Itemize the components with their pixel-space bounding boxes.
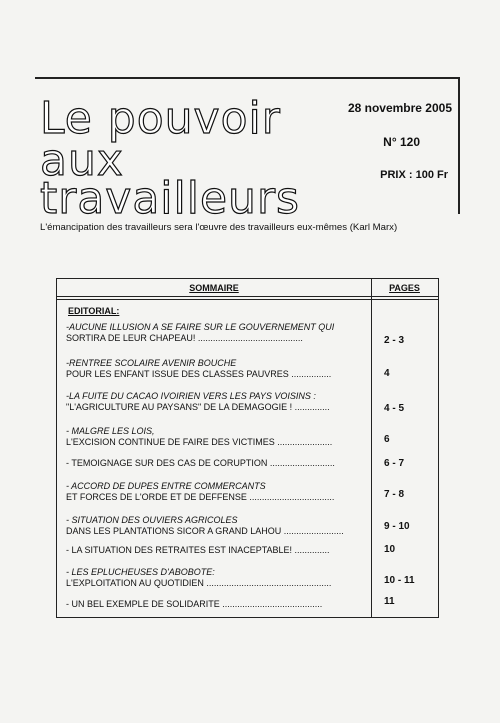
toc-entry-line-2: L'EXPLOITATION AU QUOTIDIEN .................................................. [66, 578, 332, 588]
toc-entry-line-1: - UN BEL EXEMPLE DE SOLIDARITE ........................................ [66, 599, 323, 609]
toc-entry-line-1: -RENTREE SCOLAIRE AVENIR BOUCHE [66, 358, 237, 368]
toc-entry-pages: 10 - 11 [384, 575, 415, 586]
toc-entry-pages: 2 - 3 [384, 335, 405, 346]
toc-entry-pages: 6 - 7 [384, 458, 405, 469]
toc-entry-line-2: "L'AGRICULTURE AU PAYSANS" DE LA DEMAGOGIE ! .............. [66, 402, 330, 412]
masthead-title-line-2: aux [40, 135, 124, 186]
toc-entry [66, 545, 366, 556]
toc-entry-line-2: DANS LES PLANTATIONS SICOR A GRAND LAHOU ........................ [66, 526, 344, 536]
toc-entry-line-2: SORTIRA DE LEUR CHAPEAU! .......................................... [66, 333, 303, 343]
toc-entry-pages: 6 [384, 434, 390, 445]
toc-entry [66, 458, 366, 469]
toc-entry [66, 515, 366, 537]
toc-entry-line-1: -AUCUNE ILLUSION A SE FAIRE SUR LE GOUVERNEMENT QUI [66, 322, 335, 332]
toc-entry-pages: 4 [384, 368, 390, 379]
toc-entry-line-2: L'EXCISION CONTINUE DE FAIRE DES VICTIMES ...................... [66, 437, 333, 447]
issue-date: 28 novembre 2005 [347, 101, 452, 115]
toc-column-divider [371, 279, 372, 617]
toc-entry-pages: 11 [384, 596, 395, 607]
toc-entry-line-1: - SITUATION DES OUVIERS AGRICOLES [66, 515, 238, 525]
issue-number: N° 120 [383, 135, 420, 149]
toc-entry-line-1: - ACCORD DE DUPES ENTRE COMMERCANTS [66, 481, 266, 491]
toc-entry-line-1: - TEMOIGNAGE SUR DES CAS DE CORUPTION .......................... [66, 458, 335, 468]
toc-entry-pages: 4 - 5 [384, 403, 405, 414]
toc-entry [66, 391, 366, 413]
toc-header-title: SOMMAIRE [189, 283, 239, 293]
toc-entry-line-1: - MALGRE LES LOIS, [66, 426, 155, 436]
toc-entry-line-2: POUR LES ENFANT ISSUE DES CLASSES PAUVRES ................ [66, 369, 332, 379]
toc-entry [66, 481, 366, 503]
toc-entry-line-1: - LA SITUATION DES RETRAITES EST INACEPTABLE! .............. [66, 545, 330, 555]
masthead-title-line-1: Le pouvoir [40, 93, 281, 144]
toc-entry [66, 599, 366, 610]
table-of-contents [56, 278, 439, 618]
toc-header-pages: PAGES [389, 283, 420, 293]
toc-entry-line-2: ET FORCES DE L'ORDE ET DE DEFFENSE .................................. [66, 492, 335, 502]
toc-entry [66, 358, 366, 380]
section-editorial: EDITORIAL: [68, 306, 120, 316]
toc-entry-pages: 10 [384, 544, 396, 555]
toc-entry-pages: 9 - 10 [384, 521, 410, 532]
toc-entry-line-1: - LES EPLUCHEUSES D'ABOBOTE: [66, 567, 215, 577]
toc-entry-line-1: -LA FUITE DU CACAO IVOIRIEN VERS LES PAYS VOISINS : [66, 391, 316, 401]
toc-entry-pages: 7 - 8 [384, 489, 405, 500]
toc-header-rule-2 [57, 299, 438, 300]
toc-entry [66, 322, 366, 344]
issue-price: PRIX : 100 Fr [380, 169, 448, 181]
toc-header-rule [57, 296, 438, 297]
toc-entry [66, 426, 366, 448]
subtitle-quote: L'émancipation des travailleurs sera l'œuvre des travailleurs eux-mêmes (Karl Marx) [40, 222, 398, 233]
masthead-title-line-3: travailleurs [40, 173, 300, 224]
toc-entry [66, 567, 366, 589]
